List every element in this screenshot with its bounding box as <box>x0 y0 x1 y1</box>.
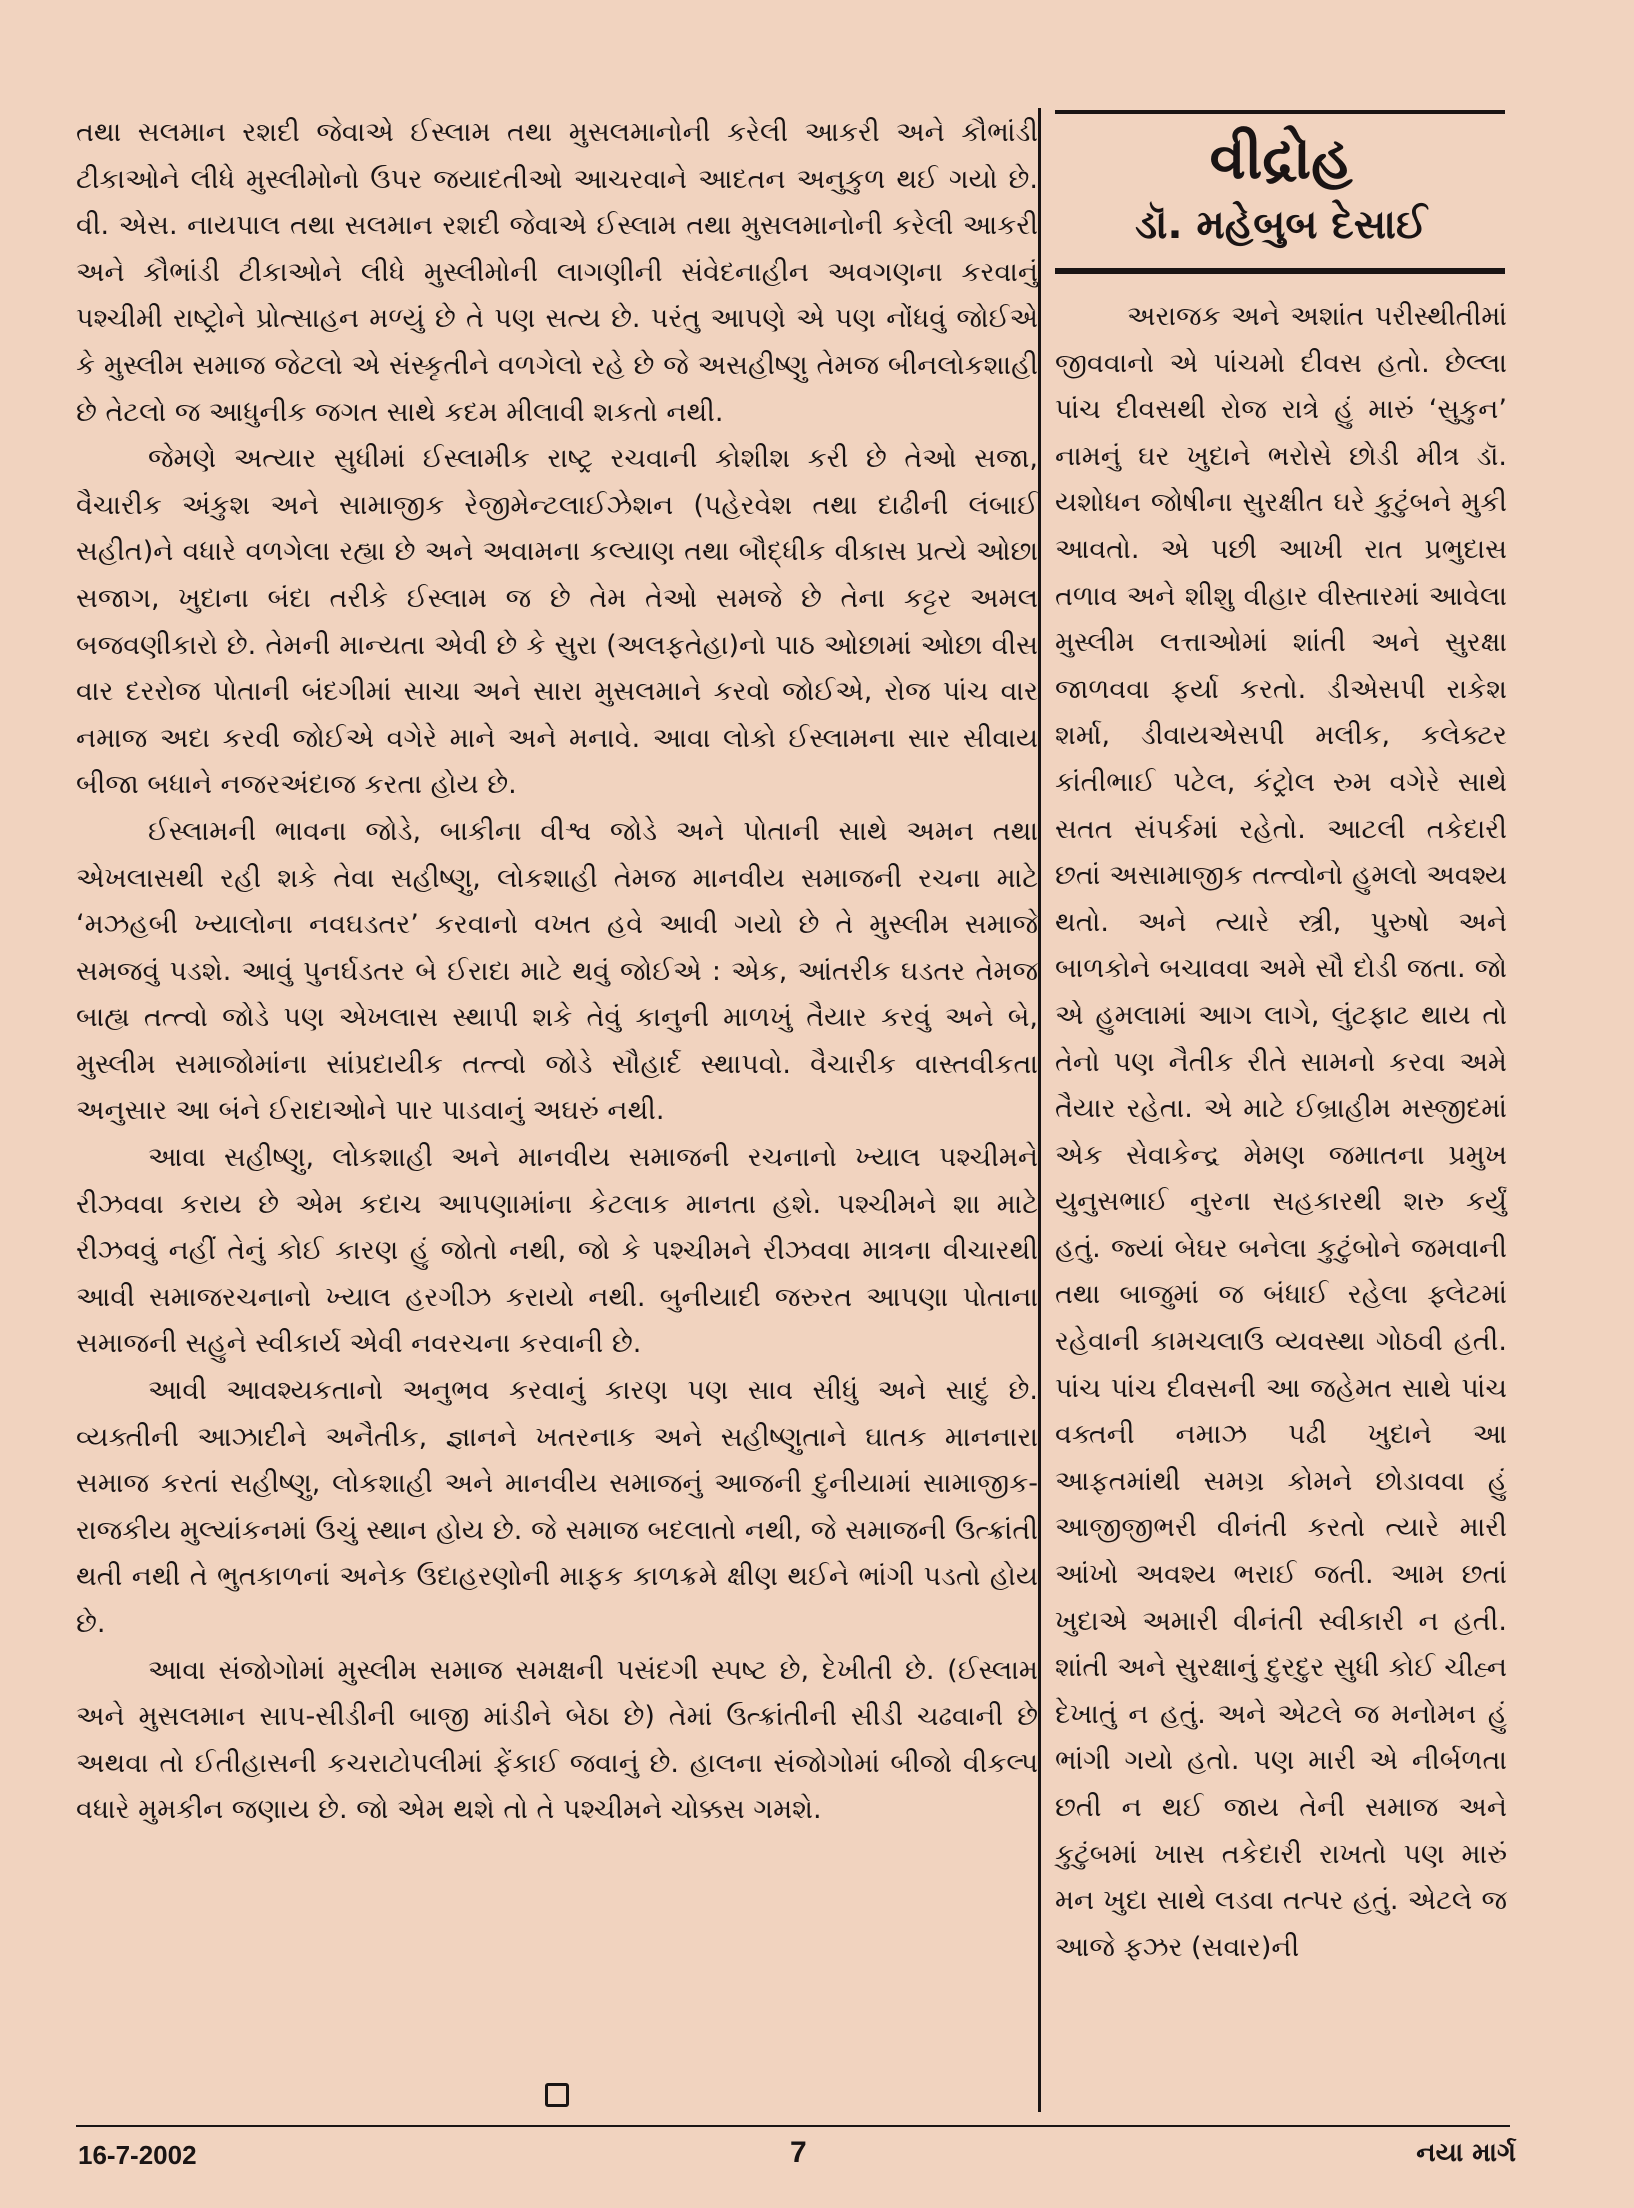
footer-rule <box>76 2125 1510 2127</box>
paragraph: તથા સલમાન રશદી જેવાએ ઈસ્લામ તથા મુસલમાનોની કરેલી આકરી અને કૌભાંડી ટીકાઓને લીધે મુસ્લીમોનો ઉપર જયાદતીઓ આચરવાને આદતન અનુકુળ થઈ ગયો છે. વી. એસ. નાયપાલ તથા સલમાન રશદી જેવાએ ઈસ્લામ તથા મુસલમાનોની કરેલી આકરી અને કૌભાંડી ટીકાઓને લીધે મુસ્લીમોની લાગણીની સંવેદનાહીન અવગણના કરવાનું પશ્ચીમી રાષ્ટ્રોને પ્રોત્સાહન મળ્યું છે તે પણ સત્ય છે. પરંતુ આપણે એ પણ નોંધવું જોઈએ કે મુસ્લીમ સમાજ જેટલો એ સંસ્કૃતીને વળગેલો રહે છે જે અસહીષ્ણુ તેમજ બીનલોકશાહી છે તેટલો જ આધુનીક જગત સાથે કદમ મીલાવી શકતો નથી. <box>76 117 1038 428</box>
article-left-column <box>76 110 1038 1834</box>
story-body: અરાજક અને અશાંત પરીસ્થીતીમાં જીવવાનો એ પાંચમો દીવસ હતો. છેલ્લા પાંચ દીવસથી રોજ રાત્રે હું મારું ‘સુકુન’ નામનું ઘર ખુદાને ભરોસે છોડી મીત્ર ડૉ. યશોધન જોષીના સુરક્ષીત ઘરે કુટુંબને મુકી આવતો. એ પછી આખી રાત પ્રભુદાસ તળાવ અને શીશુ વીહાર વીસ્તારમાં આવેલા મુસ્લીમ લત્તાઓમાં શાંતી અને સુરક્ષા જાળવવા ફર્યા કરતો. ડીએસપી રાકેશ શર્મા, ડીવાયએસપી મલીક, કલેક્ટર કાંતીભાઈ પટેલ, કંટ્રોલ રુમ વગેરે સાથે સતત સંપર્કમાં રહેતો. આટલી તકેદારી છતાં અસામાજીક તત્ત્વોનો હુમલો અવશ્ય થતો. અને ત્યારે સ્ત્રી, પુરુષો અને બાળકોને બચાવવા અમે સૌ દોડી જતા. જો એ હુમલામાં આગ લાગે, લુંટફાટ થાય તો તેનો પણ નૈતીક રીતે સામનો કરવા અમે તૈયાર રહેતા. એ માટે ઈબ્રાહીમ મસ્જીદમાં એક સેવાકેન્દ્ર મેમણ જમાતના પ્રમુખ યુનુસભાઈ નુરના સહકારથી શરુ કર્યું હતું. જ્યાં બેઘર બનેલા કુટુંબોને જમવાની તથા બાજુમાં જ બંધાઈ રહેલા ફ્લેટમાં રહેવાની કામચલાઉ વ્યવસ્થા ગોઠવી હતી. પાંચ પાંચ દીવસની આ જહેમત સાથે પાંચ વક્તની નમાઝ પઢી ખુદાને આ આફતમાંથી સમગ્ર કોમને છોડાવવા હું આજીજીભરી વીનંતી કરતો ત્યારે મારી આંખો અવશ્ય ભરાઈ જતી. આમ છતાં ખુદાએ અમારી વીનંતી સ્વીકારી ન હતી. શાંતી અને સુરક્ષાનું દુરદુર સુધી કોઈ ચીહ્ન દેખાતું ન હતું. અને એટલે જ મનોમન હું ભાંગી ગયો હતો. પણ મારી એ નીર્બળતા છતી ન થઈ જાય તેની સમાજ અને કુટુંબમાં ખાસ તકેદારી રાખતો પણ મારું મન ખુદા સાથે લડવા તત્પર હતું. એટલે જ આજે ફઝર (સવાર)ની <box>1055 301 1507 1963</box>
paragraph: આવા સંજોગોમાં મુસ્લીમ સમાજ સમક્ષની પસંદગી સ્પષ્ટ છે, દેખીતી છે. (ઈસ્લામ અને મુસલમાન સાપ-સીડીની બાજી માંડીને બેઠા છે) તેમાં ઉત્ક્રાંતીની સીડી ચઢવાની છે અથવા તો ઈતીહાસની કચરાટોપલીમાં ફેંકાઈ જવાનું છે. હાલના સંજોગોમાં બીજો વીકલ્પ વધારે મુમકીન જણાય છે. જો એમ થશે તો તે પશ્ચીમને ચોક્કસ ગમશે. <box>76 1654 1038 1826</box>
title-top-rule <box>1055 110 1505 114</box>
story-title: વીદ્રોહ <box>1209 124 1353 192</box>
paragraph: જેમણે અત્યાર સુધીમાં ઈસ્લામીક રાષ્ટ્ર રચવાની કોશીશ કરી છે તેઓ સજા, વૈચારીક અંકુશ અને સામાજીક રેજીમેન્ટલાઈઝેશન (પહેરવેશ તથા દાઢીની લંબાઈ સહીત)ને વધારે વળગેલા રહ્યા છે અને અવામના કલ્યાણ તથા બૌદ્ધીક વીકાસ પ્રત્યે ઓછા સજાગ, ખુદાના બંદા તરીકે ઈસ્લામ જ છે તેમ તેઓ સમજે છે તેના કટ્ટર અમલ બજવણીકારો છે. તેમની માન્યતા એવી છે કે સુરા (અલફતેહા)નો પાઠ ઓછામાં ઓછા વીસ વાર દરરોજ પોતાની બંદગીમાં સાચા અને સારા મુસલમાને કરવો જોઈએ, રોજ પાંચ વાર નમાજ અદા કરવી જોઈએ વગેરે માને અને મનાવે. આવા લોકો ઈસ્લામના સાર સીવાય બીજા બધાને નજરઅંદાજ કરતા હોય છે. <box>76 443 1038 801</box>
page-number: 7 <box>790 2136 807 2169</box>
article-end-square-icon <box>545 2083 569 2107</box>
paragraph: આવા સહીષ્ણુ, લોકશાહી અને માનવીય સમાજની રચનાનો ખ્યાલ પશ્ચીમને રીઝવવા કરાય છે એમ કદાચ આપણામાંના કેટલાક માનતા હશે. પશ્ચીમને શા માટે રીઝવવું નહીં તેનું કોઈ કારણ હું જોતો નથી, જો કે પશ્ચીમને રીઝવવા માત્રના વીચારથી આવી સમાજરચનાનો ખ્યાલ હરગીઝ કરાયો નથી. બુનીયાદી જરુરત આપણા પોતાના સમાજની સહુને સ્વીકાર્ય એવી નવરચના કરવાની છે. <box>76 1142 1038 1360</box>
title-bottom-rule <box>1055 268 1505 274</box>
paragraph: ઈસ્લામની ભાવના જોડે, બાકીના વીશ્વ જોડે અને પોતાની સાથે અમન તથા એખલાસથી રહી શકે તેવા સહીષ્ણુ, લોકશાહી તેમજ માનવીય સમાજની રચના માટે ‘મઝહબી ખ્યાલોના નવઘડતર’ કરવાનો વખત હવે આવી ગયો છે તે મુસ્લીમ સમાજે સમજવું પડશે. આવું પુનર્ઘડતર બે ઈરાદા માટે થવું જોઈએ : એક, આંતરીક ઘડતર તેમજ બાહ્ય તત્ત્વો જોડે પણ એખલાસ સ્થાપી શકે તેવું કાનુની માળખું તૈયાર કરવું અને બે, મુસ્લીમ સમાજોમાંના સાંપ્રદાયીક તત્ત્વો જોડે સૌહાર્દ સ્થાપવો. વૈચારીક વાસ્તવીકતા અનુસાર આ બંને ઈરાદાઓને પાર પાડવાનું અઘરું નથી. <box>76 815 1038 1127</box>
story-author: ડૉ. મહેબુબ દેસાઈ <box>1135 202 1427 248</box>
footer-date: 16-7-2002 <box>78 2140 197 2170</box>
paragraph: આવી આવશ્યકતાનો અનુભવ કરવાનું કારણ પણ સાવ સીધું અને સાદું છે. વ્યક્તીની આઝાદીને અનૈતીક, જ્ઞાનને ખતરનાક અને સહીષ્ણુતાને ઘાતક માનનારા સમાજ કરતાં સહીષ્ણુ, લોકશાહી અને માનવીય સમાજનું આજની દુનીયામાં સામાજીક-રાજકીય મુલ્યાંકનમાં ઉચું સ્થાન હોય છે. જે સમાજ બદલાતો નથી, જે સમાજની ઉત્ક્રાંતી થતી નથી તે ભુતકાળનાં અનેક ઉદાહરણોની માફક કાળક્રમે ક્ષીણ થઈને ભાંગી પડતો હોય છે. <box>76 1375 1038 1639</box>
story-right-column <box>1055 110 1507 1971</box>
magazine-name: નયા માર્ગ <box>1416 2138 1516 2168</box>
column-divider <box>1038 108 1041 2112</box>
